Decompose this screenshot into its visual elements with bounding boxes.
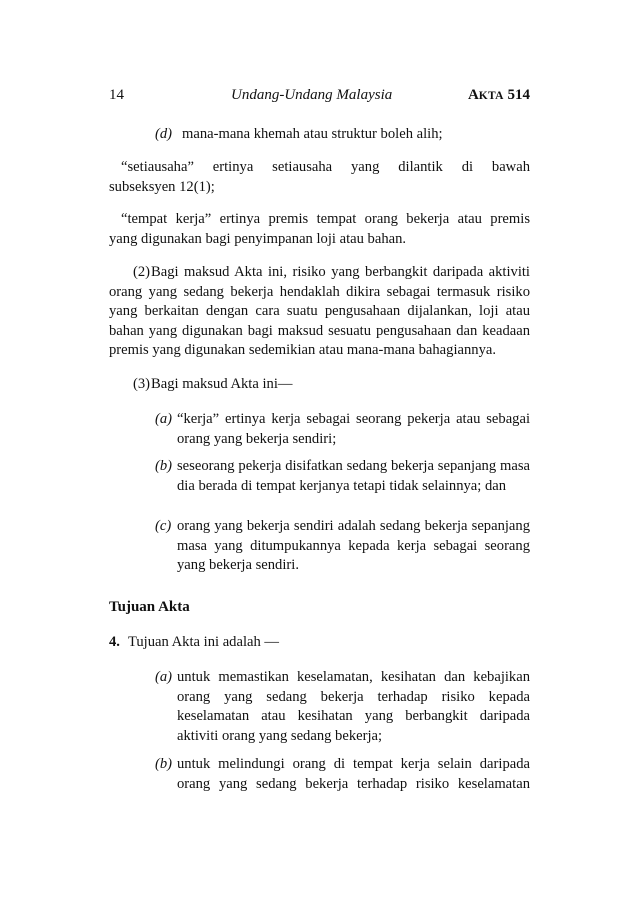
subsection-text: Bagi maksud Akta ini, risiko yang berbangkit daripada aktiviti orang yang sedang bekerja hendaklah dikira sebagai termasuk risiko yang berkaitan dengan cara suatu pengusahaan dijalankan, loji atau bahan yang digunakan bagi maksud sesuatu pengusahaan dan keadaan premis yang digunakan sedemikian atau mana-mana bahagiannya.: [109, 264, 530, 358]
item-label: (c): [155, 518, 172, 534]
item-3c: [155, 517, 530, 576]
item-label: (a): [155, 411, 173, 427]
subsection-number: (3): [133, 376, 151, 392]
item-4b: [155, 755, 530, 794]
item-label: (d): [155, 126, 173, 142]
item-text: untuk memastikan keselamatan, kesihatan dan kebajikan orang yang sedang bekerja terhadap risiko kepada keselamatan atau kesihatan yang berbangkit daripada aktiviti orang yang sedang bekerja;: [177, 669, 530, 744]
subsection-3: [109, 375, 530, 395]
section-heading: Tujuan Akta: [109, 599, 190, 615]
page-header: [109, 86, 530, 106]
item-3a: [155, 410, 530, 449]
section-number: 4.: [109, 634, 120, 650]
item-text: orang yang bekerja sendiri adalah sedang bekerja sepanjang masa yang ditumpukannya kepada kerja sebagai seorang yang bekerja sendiri.: [177, 518, 530, 574]
item-text: untuk melindungi orang di tempat kerja selain daripada orang yang sedang bekerja terhadap risiko keselamatan: [177, 756, 530, 792]
act-number: AKTA 514: [467, 87, 530, 103]
item-text: seseorang pekerja disifatkan sedang bekerja sepanjang masa dia berada di tempat kerjanya tetapi tidak selainnya; dan: [177, 458, 530, 494]
item-d: [155, 125, 530, 145]
item-label: (b): [155, 756, 173, 772]
item-3b: [155, 457, 530, 496]
item-4a: [155, 668, 530, 746]
item-label: (b): [155, 458, 173, 474]
page-number: 14: [109, 87, 124, 103]
section-text: Tujuan Akta ini adalah —: [127, 634, 280, 650]
subsection-text: Bagi maksud Akta ini—: [151, 376, 293, 392]
subsection-number: (2): [133, 264, 151, 280]
section-4: [109, 633, 530, 653]
item-label: (a): [155, 669, 173, 685]
item-text: “kerja” ertinya kerja sebagai seorang pekerja atau sebagai orang yang bekerja sendiri;: [177, 411, 530, 447]
subsection-2: [109, 263, 530, 361]
definition-tempat-kerja: “tempat kerja” ertinya premis tempat orang bekerja atau premis yang digunakan bagi penyimpanan loji atau bahan.: [109, 211, 530, 247]
definition-setiausaha: “setiausaha” ertinya setiausaha yang dilantik di bawah subseksyen 12(1);: [109, 159, 530, 195]
item-text: mana-mana khemah atau struktur boleh alih;: [182, 126, 443, 142]
running-title: Undang-Undang Malaysia: [231, 87, 393, 103]
